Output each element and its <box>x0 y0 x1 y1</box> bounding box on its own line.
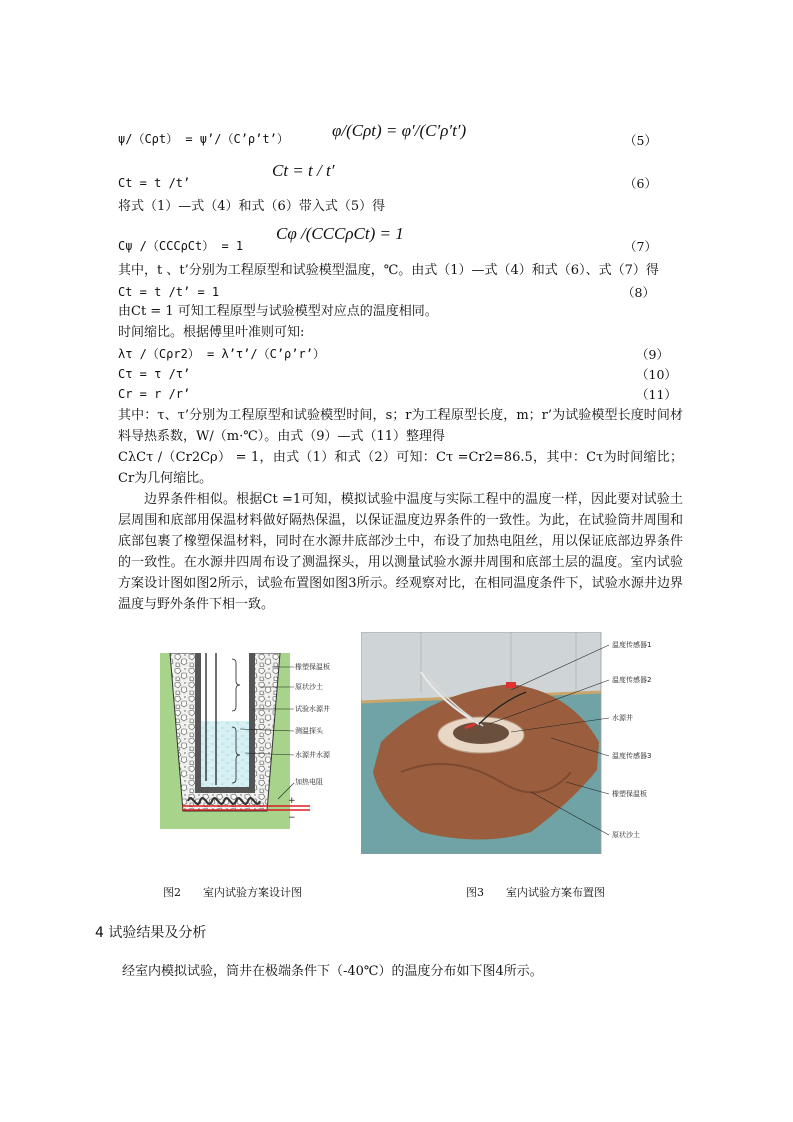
text-results-intro: 经室内模拟试验，筒井在极端条件下（-40℃）的温度分布如下图4所示。 <box>122 964 543 979</box>
equation-7-formula: Cφ /(CCCρCt) = 1 <box>276 224 404 243</box>
equation-10-number: （10） <box>636 367 677 382</box>
fig3-label-insulation: 橡塑保温板 <box>612 790 647 798</box>
well-water <box>201 721 249 787</box>
fig3-label-sand: 原状沙土 <box>612 831 640 839</box>
fig3-label-sensor1: 温度传感器1 <box>612 641 652 649</box>
fig2-label-heater: 加热电阻 <box>295 778 323 786</box>
text-substitute: 将式（1）—式（4）和式（6）带入式（5）得 <box>118 199 386 214</box>
figure-2-diagram <box>160 653 336 829</box>
equation-5-number: （5） <box>624 133 657 148</box>
equation-7-text: Cψ /（CCCρCt） = 1 <box>118 239 244 253</box>
equation-9-number: （9） <box>636 347 669 362</box>
text-temperature-definition: 其中，t 、t’分别为工程原型和试验模型温度，℃。由式（1）—式（4）和式（6）、式（7）得 <box>118 263 659 278</box>
equation-6-number: （6） <box>624 176 657 191</box>
text-time-ratio: 时间缩比。根据傅里叶准则可知: <box>118 325 305 340</box>
equation-8-text: Ct = t /t’ = 1 <box>118 285 220 299</box>
equation-9-text: λτ /（Cρr2） = λ’τ’/（C’ρ’r’） <box>118 347 325 361</box>
equation-10-text: Cτ = τ /τ’ <box>118 367 191 381</box>
well-bottom <box>195 787 255 793</box>
equation-5-text: ψ/（Cρt） = ψ’/（C’ρ’t’） <box>118 132 289 146</box>
text-temperature-same: 由Ct = 1 可知工程原型与试验模型对应点的温度相同。 <box>118 304 438 319</box>
fig2-label-water: 水源井水源 <box>295 751 330 759</box>
figure-2-caption: 图2 室内试验方案设计图 <box>163 886 302 899</box>
photo-red-marker <box>506 682 516 688</box>
text-time-definition: 其中：τ、τ’分别为工程原型和试验模型时间，s；r为工程原型长度，m；r’为试验模型长度时间材料导热系数，W/（m·℃）。由式（9）—式（11）整理得 <box>118 408 683 444</box>
section-heading: 4 试验结果及分析 <box>95 925 207 941</box>
fig2-label-sand: 原状沙土 <box>295 683 323 691</box>
equation-6-formula: Ct = t / t′ <box>272 161 335 180</box>
equation-6-text: Ct = t /t’ <box>118 176 191 190</box>
text-boundary-conditions: 边界条件相似。根据Ct =1可知，模拟试验中温度与实际工程中的温度一样，因此要对试验土层周围和底部用保温材料做好隔热保温，以保证温度边界条件的一致性。为此，在试验筒井周围和底部包裹了橡塑保温材料，同时在水源井底部沙土中，布设了加热电阻丝，用以保证底部边界条件的一致性。在水源井四周布设了测温探头，用以测量试验水源井周围和底部土层的温度。室内试验方案设计图如图2所示，试验布置图如图3所示。经观察对比，在相同温度条件下，试验水源井边界温度与野外条件下相一致。 <box>118 492 683 612</box>
well-air <box>201 653 249 721</box>
well-wall-left <box>195 653 201 793</box>
well-wall-right <box>249 653 255 793</box>
fig2-label-probe: 测温探头 <box>295 727 323 735</box>
fig3-label-sensor2: 温度传感器2 <box>612 676 652 684</box>
equation-7-number: （7） <box>624 239 657 254</box>
fig3-label-sensor3: 温度传感器3 <box>612 752 652 760</box>
fig3-label-well: 水源井 <box>612 714 633 722</box>
equation-11-text: Cr = r /r’ <box>118 387 191 401</box>
fig2-label-insulation: 橡塑保温板 <box>295 663 330 671</box>
text-time-scale-result: CλCτ /（Cr2Cρ） = 1，由式（1）和式（2）可知：Cτ =Cr2=86.5，其中：Cτ为时间缩比；Cr为几何缩比。 <box>118 450 683 486</box>
equation-11-number: （11） <box>636 387 677 402</box>
minus-sign: − <box>288 813 296 823</box>
figure-3-caption: 图3 室内试验方案布置图 <box>466 886 605 899</box>
plus-sign: + <box>288 796 296 806</box>
fig2-label-well: 试验水源井 <box>295 705 330 713</box>
equation-8-number: （8） <box>622 285 655 300</box>
equation-5-formula: φ/(Cρt) = φ′/(C′ρ′t′) <box>332 121 467 140</box>
figure-3-photo <box>361 632 663 854</box>
